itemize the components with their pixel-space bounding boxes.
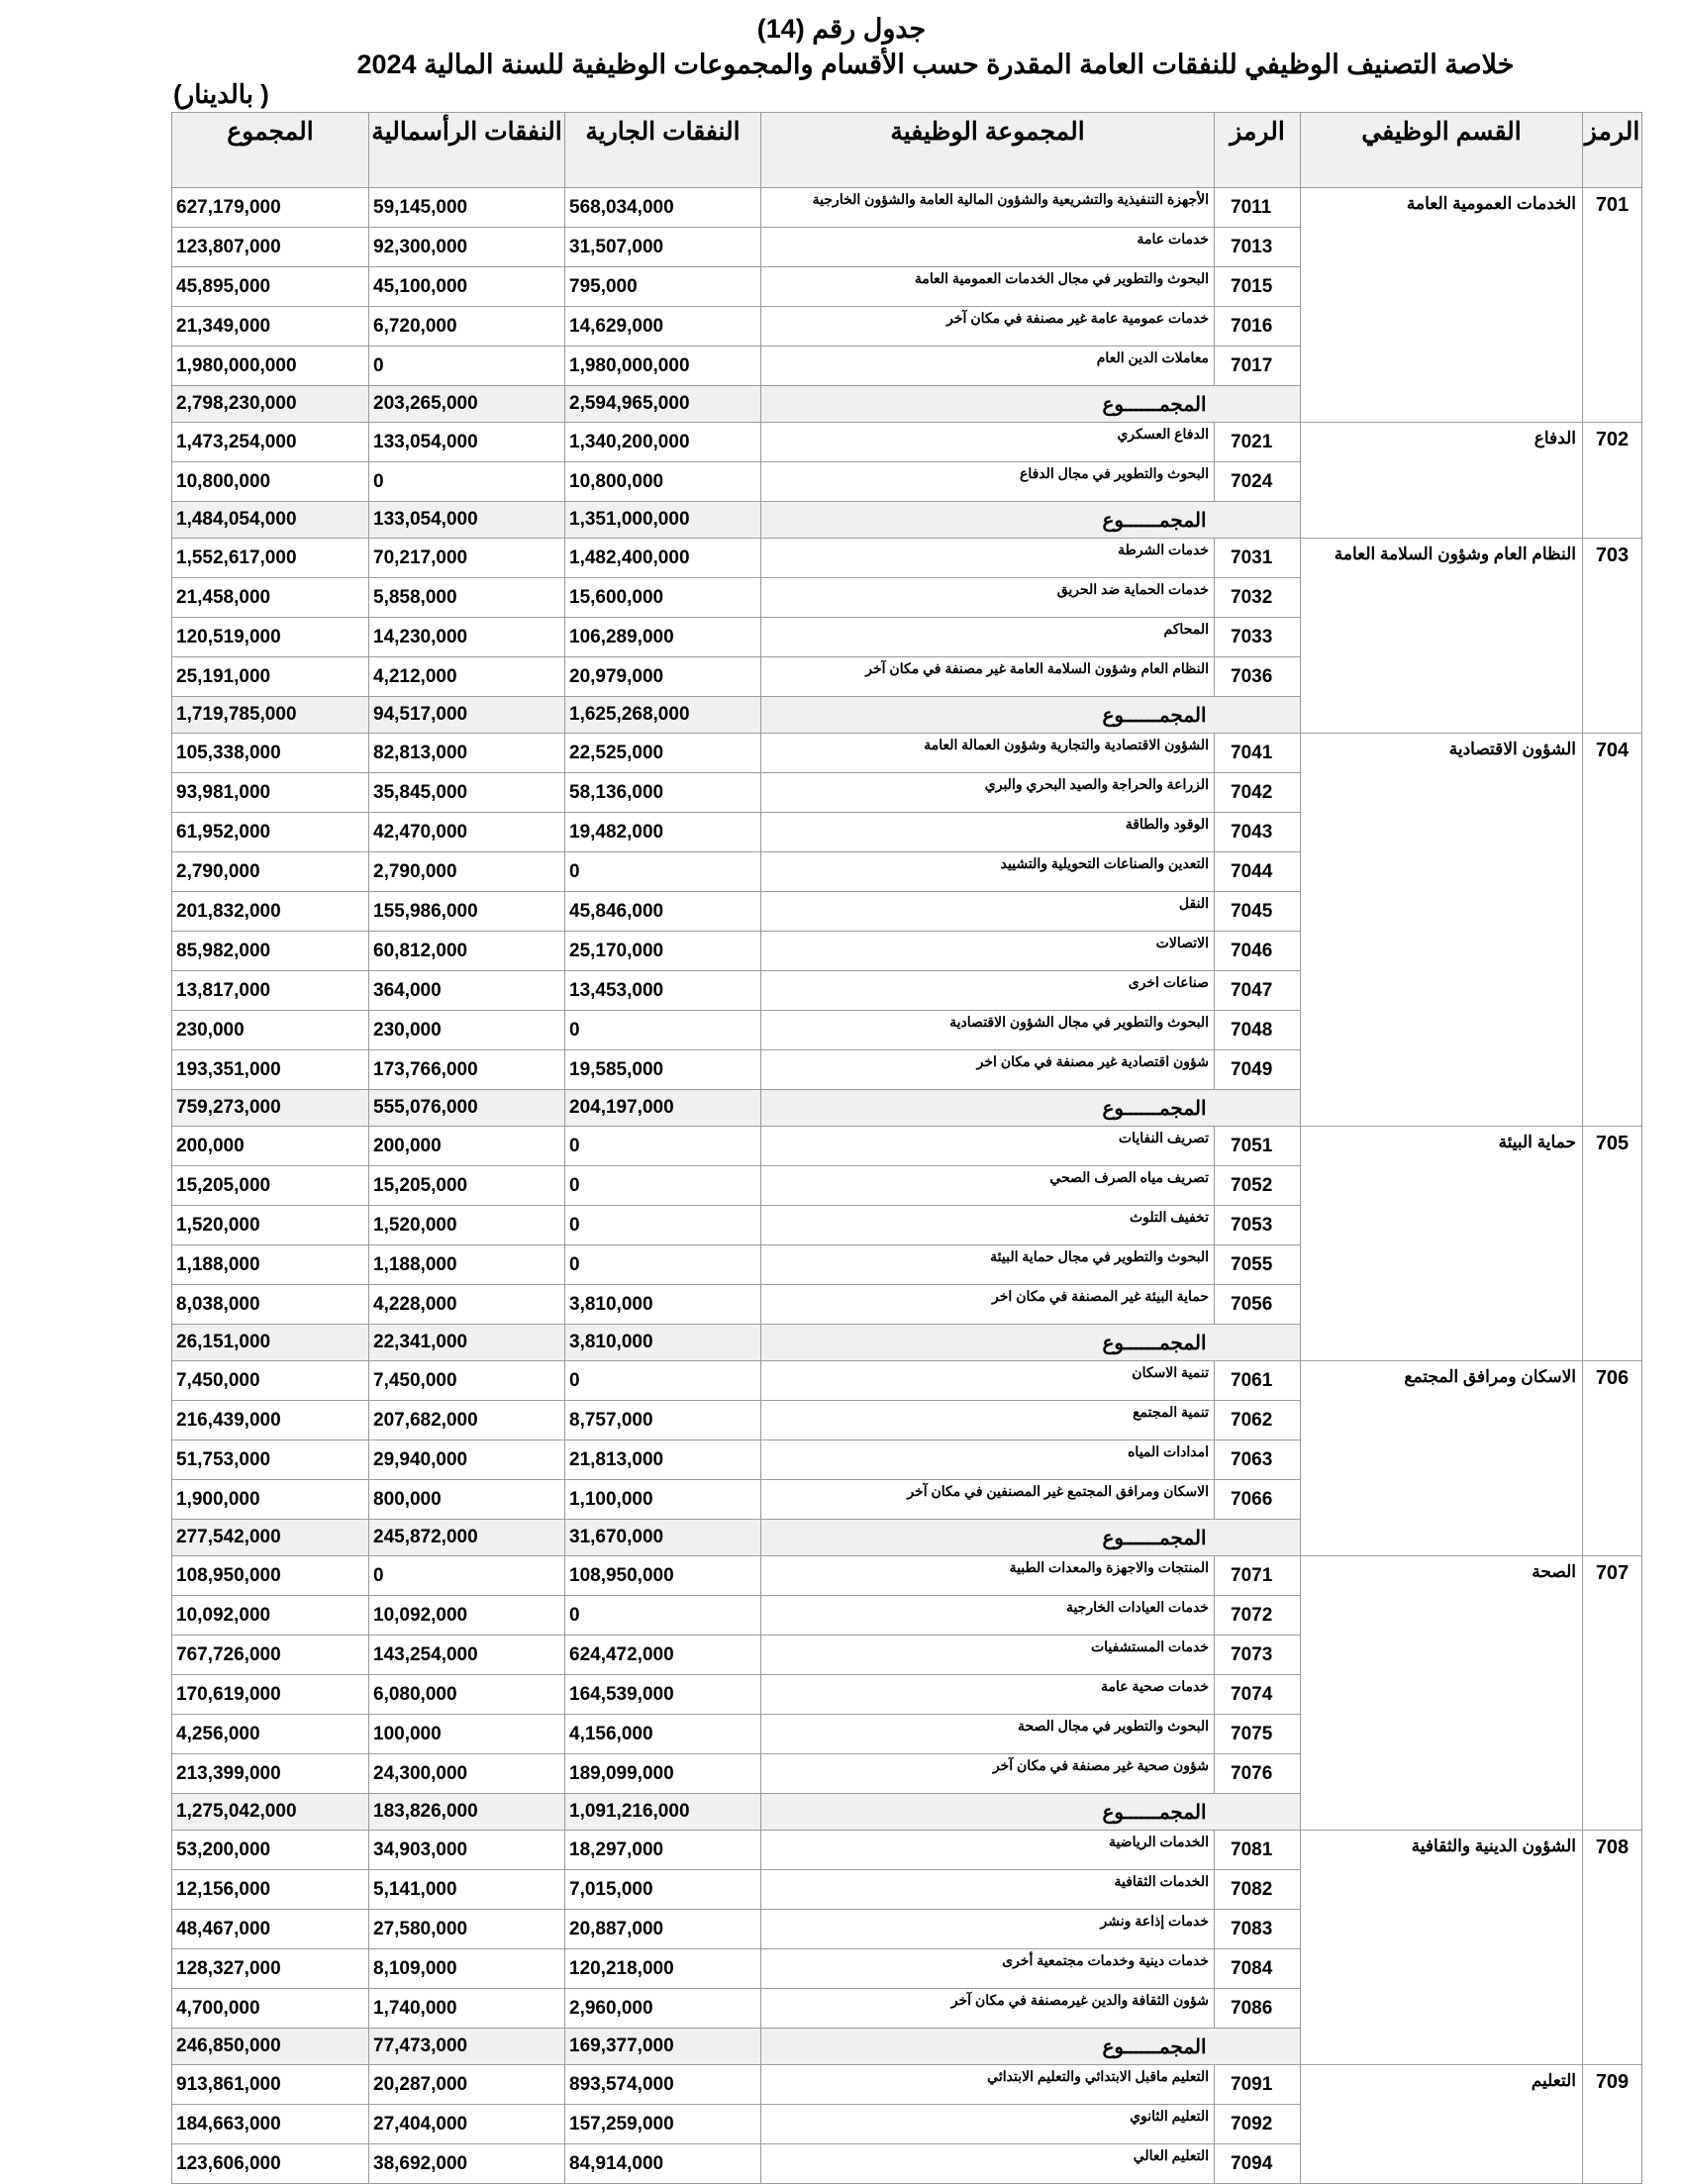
table-row	[172, 1361, 1642, 1401]
total-expenditure: 105,338,000	[172, 734, 369, 773]
group-name: خدمات دينية وخدمات مجتمعية أخرى	[761, 1949, 1215, 1989]
subtotal-current: 3,810,000	[565, 1325, 761, 1361]
group-name: الاتصالات	[761, 932, 1215, 971]
current-expenditure: 108,950,000	[565, 1556, 761, 1596]
table-row	[172, 188, 1642, 228]
capital-expenditure: 0	[369, 347, 565, 386]
capital-expenditure: 100,000	[369, 1715, 565, 1754]
group-name: التعليم ماقبل الابتدائي والتعليم الابتدائي	[761, 2065, 1215, 2105]
current-expenditure: 120,218,000	[565, 1949, 761, 1989]
group-code: 7075	[1215, 1715, 1301, 1754]
capital-expenditure: 6,080,000	[369, 1675, 565, 1715]
current-expenditure: 1,980,000,000	[565, 347, 761, 386]
capital-expenditure: 0	[369, 462, 565, 502]
group-code: 7061	[1215, 1361, 1301, 1401]
subtotal-capital: 94,517,000	[369, 697, 565, 734]
capital-expenditure: 8,109,000	[369, 1949, 565, 1989]
group-code: 7086	[1215, 1989, 1301, 2029]
total-expenditure: 120,519,000	[172, 618, 369, 657]
section-name: الخدمات العمومية العامة	[1301, 188, 1583, 423]
capital-expenditure: 155,986,000	[369, 892, 565, 932]
group-name: المحاكم	[761, 618, 1215, 657]
group-code: 7063	[1215, 1440, 1301, 1480]
capital-expenditure: 35,845,000	[369, 773, 565, 813]
capital-expenditure: 143,254,000	[369, 1636, 565, 1675]
capital-expenditure: 4,212,000	[369, 657, 565, 697]
current-expenditure: 0	[565, 1011, 761, 1050]
table-row	[172, 423, 1642, 462]
section-name: الصحة	[1301, 1556, 1583, 1831]
group-code: 7049	[1215, 1050, 1301, 1090]
group-code: 7048	[1215, 1011, 1301, 1050]
total-expenditure: 216,439,000	[172, 1401, 369, 1440]
subtotal-total: 277,542,000	[172, 1520, 369, 1556]
current-expenditure: 14,629,000	[565, 307, 761, 347]
group-code: 7074	[1215, 1675, 1301, 1715]
section-code: 701	[1583, 188, 1642, 423]
section-code: 707	[1583, 1556, 1642, 1831]
current-expenditure: 164,539,000	[565, 1675, 761, 1715]
header-group: المجموعة الوظيفية	[761, 113, 1215, 188]
total-expenditure: 1,980,000,000	[172, 347, 369, 386]
current-expenditure: 0	[565, 1361, 761, 1401]
current-expenditure: 31,507,000	[565, 228, 761, 267]
group-name: التعليم العالي	[761, 2144, 1215, 2184]
group-code: 7021	[1215, 423, 1301, 462]
subtotal-label: المجمــــــوع	[761, 502, 1301, 539]
subtotal-label: المجمــــــوع	[761, 697, 1301, 734]
group-name: شؤون صحية غير مصنفة في مكان آخر	[761, 1754, 1215, 1794]
section-name: الاسكان ومرافق المجتمع	[1301, 1361, 1583, 1556]
subtotal-label: المجمــــــوع	[761, 1794, 1301, 1831]
group-code: 7073	[1215, 1636, 1301, 1675]
current-expenditure: 18,297,000	[565, 1831, 761, 1870]
capital-expenditure: 92,300,000	[369, 228, 565, 267]
group-name: البحوث والتطوير في مجال حماية البيئة	[761, 1245, 1215, 1285]
capital-expenditure: 207,682,000	[369, 1401, 565, 1440]
group-name: شؤون اقتصادية غير مصنفة في مكان اخر	[761, 1050, 1215, 1090]
capital-expenditure: 24,300,000	[369, 1754, 565, 1794]
header-code: الرمز	[1215, 113, 1301, 188]
subtotal-current: 169,377,000	[565, 2029, 761, 2065]
group-name: معاملات الدين العام	[761, 347, 1215, 386]
capital-expenditure: 38,692,000	[369, 2144, 565, 2184]
subtotal-label: المجمــــــوع	[761, 1325, 1301, 1361]
group-name: خدمات المستشفيات	[761, 1636, 1215, 1675]
total-expenditure: 767,726,000	[172, 1636, 369, 1675]
total-expenditure: 61,952,000	[172, 813, 369, 852]
group-name: خدمات العيادات الخارجية	[761, 1596, 1215, 1636]
group-code: 7044	[1215, 852, 1301, 892]
table-row	[172, 2065, 1642, 2105]
capital-expenditure: 15,205,000	[369, 1166, 565, 1206]
total-expenditure: 4,256,000	[172, 1715, 369, 1754]
capital-expenditure: 45,100,000	[369, 267, 565, 307]
total-expenditure: 184,663,000	[172, 2105, 369, 2144]
table-row	[172, 1556, 1642, 1596]
subtotal-capital: 77,473,000	[369, 2029, 565, 2065]
group-code: 7083	[1215, 1910, 1301, 1949]
current-expenditure: 21,813,000	[565, 1440, 761, 1480]
subtotal-label: المجمــــــوع	[761, 1090, 1301, 1127]
total-expenditure: 201,832,000	[172, 892, 369, 932]
subtotal-total: 1,719,785,000	[172, 697, 369, 734]
page-title: خلاصة التصنيف الوظيفي للنفقات العامة المقدرة حسب الأقسام والمجموعات الوظيفية للسنة المالية 2024	[356, 50, 1515, 79]
current-expenditure: 4,156,000	[565, 1715, 761, 1754]
current-expenditure: 25,170,000	[565, 932, 761, 971]
group-name: البحوث والتطوير في مجال الخدمات العمومية العامة	[761, 267, 1215, 307]
group-name: امدادات المياه	[761, 1440, 1215, 1480]
total-expenditure: 25,191,000	[172, 657, 369, 697]
section-code: 705	[1583, 1127, 1642, 1361]
current-expenditure: 3,810,000	[565, 1285, 761, 1325]
total-expenditure: 1,552,617,000	[172, 539, 369, 578]
subtotal-current: 1,625,268,000	[565, 697, 761, 734]
current-expenditure: 13,453,000	[565, 971, 761, 1011]
total-expenditure: 1,520,000	[172, 1206, 369, 1245]
current-expenditure: 1,482,400,000	[565, 539, 761, 578]
current-expenditure: 157,259,000	[565, 2105, 761, 2144]
group-code: 7066	[1215, 1480, 1301, 1520]
table-row	[172, 539, 1642, 578]
group-code: 7016	[1215, 307, 1301, 347]
total-expenditure: 1,900,000	[172, 1480, 369, 1520]
header-section: القسم الوظيفي	[1301, 113, 1583, 188]
subtotal-label: المجمــــــوع	[761, 386, 1301, 423]
current-expenditure: 893,574,000	[565, 2065, 761, 2105]
subtotal-current: 2,594,965,000	[565, 386, 761, 423]
group-code: 7042	[1215, 773, 1301, 813]
header-capital: النفقات الرأسمالية	[369, 113, 565, 188]
group-code: 7071	[1215, 1556, 1301, 1596]
subtotal-capital: 133,054,000	[369, 502, 565, 539]
group-name: الخدمات الرياضية	[761, 1831, 1215, 1870]
group-code: 7091	[1215, 2065, 1301, 2105]
subtotal-current: 1,351,000,000	[565, 502, 761, 539]
current-expenditure: 1,100,000	[565, 1480, 761, 1520]
currency-unit: ( بالدينار)	[173, 79, 269, 109]
capital-expenditure: 82,813,000	[369, 734, 565, 773]
current-expenditure: 8,757,000	[565, 1401, 761, 1440]
group-name: شؤون الثقافة والدين غيرمصنفة في مكان آخر	[761, 1989, 1215, 2029]
capital-expenditure: 1,188,000	[369, 1245, 565, 1285]
group-name: الوقود والطاقة	[761, 813, 1215, 852]
subtotal-total: 246,850,000	[172, 2029, 369, 2065]
section-name: الشؤون الدينية والثقافية	[1301, 1831, 1583, 2065]
subtotal-total: 2,798,230,000	[172, 386, 369, 423]
table-header-row	[172, 113, 1642, 188]
current-expenditure: 2,960,000	[565, 1989, 761, 2029]
group-code: 7036	[1215, 657, 1301, 697]
current-expenditure: 7,015,000	[565, 1870, 761, 1910]
section-code: 708	[1583, 1831, 1642, 2065]
section-code: 703	[1583, 539, 1642, 734]
total-expenditure: 48,467,000	[172, 1910, 369, 1949]
total-expenditure: 170,619,000	[172, 1675, 369, 1715]
current-expenditure: 795,000	[565, 267, 761, 307]
current-expenditure: 0	[565, 1127, 761, 1166]
capital-expenditure: 27,404,000	[369, 2105, 565, 2144]
total-expenditure: 230,000	[172, 1011, 369, 1050]
total-expenditure: 10,800,000	[172, 462, 369, 502]
section-name: التعليم	[1301, 2065, 1583, 2184]
group-code: 7017	[1215, 347, 1301, 386]
current-expenditure: 0	[565, 1245, 761, 1285]
group-code: 7013	[1215, 228, 1301, 267]
group-code: 7092	[1215, 2105, 1301, 2144]
current-expenditure: 0	[565, 1596, 761, 1636]
group-name: تصريف مياه الصرف الصحي	[761, 1166, 1215, 1206]
subtotal-label: المجمــــــوع	[761, 1520, 1301, 1556]
capital-expenditure: 29,940,000	[369, 1440, 565, 1480]
table-row	[172, 1127, 1642, 1166]
header-current: النفقات الجارية	[565, 113, 761, 188]
current-expenditure: 22,525,000	[565, 734, 761, 773]
group-code: 7024	[1215, 462, 1301, 502]
capital-expenditure: 230,000	[369, 1011, 565, 1050]
group-name: صناعات اخرى	[761, 971, 1215, 1011]
group-code: 7076	[1215, 1754, 1301, 1794]
group-code: 7062	[1215, 1401, 1301, 1440]
group-code: 7082	[1215, 1870, 1301, 1910]
total-expenditure: 21,458,000	[172, 578, 369, 618]
capital-expenditure: 364,000	[369, 971, 565, 1011]
group-code: 7094	[1215, 2144, 1301, 2184]
section-name: النظام العام وشؤون السلامة العامة	[1301, 539, 1583, 734]
total-expenditure: 85,982,000	[172, 932, 369, 971]
group-code: 7033	[1215, 618, 1301, 657]
capital-expenditure: 10,092,000	[369, 1596, 565, 1636]
total-expenditure: 51,753,000	[172, 1440, 369, 1480]
group-code: 7041	[1215, 734, 1301, 773]
capital-expenditure: 34,903,000	[369, 1831, 565, 1870]
capital-expenditure: 5,858,000	[369, 578, 565, 618]
capital-expenditure: 27,580,000	[369, 1910, 565, 1949]
capital-expenditure: 7,450,000	[369, 1361, 565, 1401]
header-total: المجموع	[172, 113, 369, 188]
group-name: البحوث والتطوير في مجال الدفاع	[761, 462, 1215, 502]
capital-expenditure: 14,230,000	[369, 618, 565, 657]
capital-expenditure: 0	[369, 1556, 565, 1596]
group-code: 7046	[1215, 932, 1301, 971]
group-name: خدمات الشرطة	[761, 539, 1215, 578]
total-expenditure: 128,327,000	[172, 1949, 369, 1989]
total-expenditure: 213,399,000	[172, 1754, 369, 1794]
capital-expenditure: 59,145,000	[369, 188, 565, 228]
total-expenditure: 15,205,000	[172, 1166, 369, 1206]
group-name: خدمات عمومية عامة غير مصنفة في مكان آخر	[761, 307, 1215, 347]
current-expenditure: 45,846,000	[565, 892, 761, 932]
group-name: الشؤون الاقتصادية والتجارية وشؤون العمالة العامة	[761, 734, 1215, 773]
capital-expenditure: 42,470,000	[369, 813, 565, 852]
section-name: حماية البيئة	[1301, 1127, 1583, 1361]
capital-expenditure: 200,000	[369, 1127, 565, 1166]
table-number-title: جدول رقم (14)	[756, 14, 927, 44]
group-name: الدفاع العسكري	[761, 423, 1215, 462]
capital-expenditure: 5,141,000	[369, 1870, 565, 1910]
group-code: 7031	[1215, 539, 1301, 578]
expenditure-table	[171, 112, 1642, 2184]
current-expenditure: 0	[565, 852, 761, 892]
total-expenditure: 53,200,000	[172, 1831, 369, 1870]
group-name: الخدمات الثقافية	[761, 1870, 1215, 1910]
total-expenditure: 13,817,000	[172, 971, 369, 1011]
capital-expenditure: 173,766,000	[369, 1050, 565, 1090]
subtotal-label: المجمــــــوع	[761, 2029, 1301, 2065]
subtotal-current: 204,197,000	[565, 1090, 761, 1127]
group-name: المنتجات والاجهزة والمعدات الطبية	[761, 1556, 1215, 1596]
group-name: التعليم الثانوي	[761, 2105, 1215, 2144]
total-expenditure: 627,179,000	[172, 188, 369, 228]
total-expenditure: 193,351,000	[172, 1050, 369, 1090]
subtotal-current: 31,670,000	[565, 1520, 761, 1556]
group-code: 7051	[1215, 1127, 1301, 1166]
total-expenditure: 93,981,000	[172, 773, 369, 813]
group-name: النقل	[761, 892, 1215, 932]
section-code: 706	[1583, 1361, 1642, 1556]
current-expenditure: 568,034,000	[565, 188, 761, 228]
group-code: 7043	[1215, 813, 1301, 852]
total-expenditure: 1,188,000	[172, 1245, 369, 1285]
subtotal-capital: 22,341,000	[369, 1325, 565, 1361]
total-expenditure: 200,000	[172, 1127, 369, 1166]
capital-expenditure: 20,287,000	[369, 2065, 565, 2105]
current-expenditure: 20,979,000	[565, 657, 761, 697]
total-expenditure: 2,790,000	[172, 852, 369, 892]
capital-expenditure: 133,054,000	[369, 423, 565, 462]
group-name: تنمية المجتمع	[761, 1401, 1215, 1440]
capital-expenditure: 1,740,000	[369, 1989, 565, 2029]
total-expenditure: 123,807,000	[172, 228, 369, 267]
group-name: الزراعة والحراجة والصيد البحري والبري	[761, 773, 1215, 813]
subtotal-total: 1,275,042,000	[172, 1794, 369, 1831]
total-expenditure: 21,349,000	[172, 307, 369, 347]
header-section-code: الرمز	[1583, 113, 1642, 188]
total-expenditure: 123,606,000	[172, 2144, 369, 2184]
current-expenditure: 10,800,000	[565, 462, 761, 502]
capital-expenditure: 70,217,000	[369, 539, 565, 578]
subtotal-current: 1,091,216,000	[565, 1794, 761, 1831]
group-code: 7084	[1215, 1949, 1301, 1989]
subtotal-total: 26,151,000	[172, 1325, 369, 1361]
capital-expenditure: 60,812,000	[369, 932, 565, 971]
group-name: خدمات صحية عامة	[761, 1675, 1215, 1715]
total-expenditure: 10,092,000	[172, 1596, 369, 1636]
current-expenditure: 19,482,000	[565, 813, 761, 852]
capital-expenditure: 2,790,000	[369, 852, 565, 892]
total-expenditure: 4,700,000	[172, 1989, 369, 2029]
group-name: تصريف النفايات	[761, 1127, 1215, 1166]
section-code: 704	[1583, 734, 1642, 1127]
section-name: الدفاع	[1301, 423, 1583, 539]
current-expenditure: 84,914,000	[565, 2144, 761, 2184]
group-code: 7055	[1215, 1245, 1301, 1285]
subtotal-capital: 555,076,000	[369, 1090, 565, 1127]
current-expenditure: 0	[565, 1166, 761, 1206]
subtotal-capital: 183,826,000	[369, 1794, 565, 1831]
section-code: 709	[1583, 2065, 1642, 2184]
group-name: الأجهزة التنفيذية والتشريعية والشؤون المالية العامة والشؤون الخارجية	[761, 188, 1215, 228]
current-expenditure: 624,472,000	[565, 1636, 761, 1675]
current-expenditure: 20,887,000	[565, 1910, 761, 1949]
group-code: 7053	[1215, 1206, 1301, 1245]
subtotal-total: 759,273,000	[172, 1090, 369, 1127]
current-expenditure: 0	[565, 1206, 761, 1245]
group-name: حماية البيئة غير المصنفة في مكان اخر	[761, 1285, 1215, 1325]
current-expenditure: 58,136,000	[565, 773, 761, 813]
group-code: 7052	[1215, 1166, 1301, 1206]
group-code: 7072	[1215, 1596, 1301, 1636]
group-name: البحوث والتطوير في مجال الصحة	[761, 1715, 1215, 1754]
group-code: 7081	[1215, 1831, 1301, 1870]
total-expenditure: 45,895,000	[172, 267, 369, 307]
total-expenditure: 108,950,000	[172, 1556, 369, 1596]
subtotal-capital: 245,872,000	[369, 1520, 565, 1556]
total-expenditure: 12,156,000	[172, 1870, 369, 1910]
current-expenditure: 19,585,000	[565, 1050, 761, 1090]
section-name: الشؤون الاقتصادية	[1301, 734, 1583, 1127]
group-code: 7056	[1215, 1285, 1301, 1325]
current-expenditure: 15,600,000	[565, 578, 761, 618]
group-name: خدمات الحماية ضد الحريق	[761, 578, 1215, 618]
group-name: خدمات إذاعة ونشر	[761, 1910, 1215, 1949]
capital-expenditure: 1,520,000	[369, 1206, 565, 1245]
group-name: تخفيف التلوث	[761, 1206, 1215, 1245]
group-name: البحوث والتطوير في مجال الشؤون الاقتصادية	[761, 1011, 1215, 1050]
total-expenditure: 8,038,000	[172, 1285, 369, 1325]
group-name: الاسكان ومرافق المجتمع غير المصنفين في مكان آخر	[761, 1480, 1215, 1520]
group-code: 7045	[1215, 892, 1301, 932]
subtotal-capital: 203,265,000	[369, 386, 565, 423]
group-name: النظام العام وشؤون السلامة العامة غير مصنفة في مكان آخر	[761, 657, 1215, 697]
group-name: تنمية الاسكان	[761, 1361, 1215, 1401]
total-expenditure: 7,450,000	[172, 1361, 369, 1401]
group-name: التعدين والصناعات التحويلية والتشييد	[761, 852, 1215, 892]
group-code: 7032	[1215, 578, 1301, 618]
current-expenditure: 106,289,000	[565, 618, 761, 657]
total-expenditure: 913,861,000	[172, 2065, 369, 2105]
subtotal-total: 1,484,054,000	[172, 502, 369, 539]
table-row	[172, 1831, 1642, 1870]
capital-expenditure: 800,000	[369, 1480, 565, 1520]
group-name: خدمات عامة	[761, 228, 1215, 267]
table-row	[172, 734, 1642, 773]
group-code: 7047	[1215, 971, 1301, 1011]
group-code: 7015	[1215, 267, 1301, 307]
current-expenditure: 189,099,000	[565, 1754, 761, 1794]
total-expenditure: 1,473,254,000	[172, 423, 369, 462]
group-code: 7011	[1215, 188, 1301, 228]
capital-expenditure: 6,720,000	[369, 307, 565, 347]
section-code: 702	[1583, 423, 1642, 539]
capital-expenditure: 4,228,000	[369, 1285, 565, 1325]
current-expenditure: 1,340,200,000	[565, 423, 761, 462]
